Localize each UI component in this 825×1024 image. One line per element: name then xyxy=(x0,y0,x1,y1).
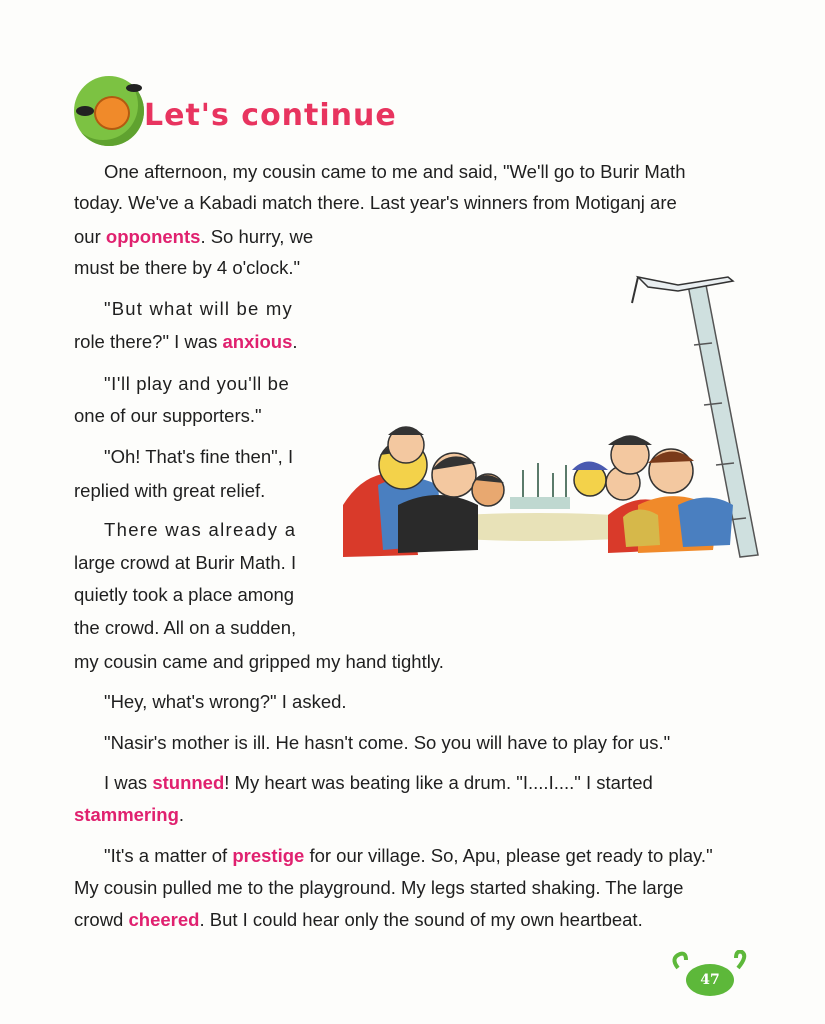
paragraph-line: quietly took a place among xyxy=(74,584,295,605)
crowd-illustration xyxy=(338,265,763,575)
distant-building xyxy=(510,497,570,509)
paragraph-line: stammering. xyxy=(74,804,185,825)
paragraph-line: One afternoon, my cousin came to me and said, "We'll go to Burir Math xyxy=(104,161,686,182)
vocab-word: opponents xyxy=(105,226,201,247)
section-header xyxy=(74,76,474,156)
paragraph-line: "It's a matter of prestige for our village. So, Apu, please get ready to play." xyxy=(104,845,713,866)
vocab-word: anxious xyxy=(222,331,293,352)
paragraph-line: my cousin came and gripped my hand tightly. xyxy=(74,651,444,672)
paragraph-line: today. We've a Kabadi match there. Last year's winners from Motiganj are xyxy=(74,192,677,213)
paragraph-line: the crowd. All on a sudden, xyxy=(74,617,297,638)
paragraph-line: one of our supporters." xyxy=(74,405,262,426)
paragraph-line: replied with great relief. xyxy=(74,480,266,501)
page-number: 47 xyxy=(686,964,734,996)
paragraph-line: "But what will be my xyxy=(104,298,293,319)
section-title: Let's continue xyxy=(144,98,397,133)
paragraph-line: large crowd at Burir Math. I xyxy=(74,552,297,573)
vocab-word: cheered xyxy=(128,909,200,930)
ant-ball-icon xyxy=(74,76,144,146)
paragraph-line: our opponents. So hurry, we xyxy=(74,226,314,247)
paragraph-line: role there?" I was anxious. xyxy=(74,331,298,352)
paragraph-line: "Nasir's mother is ill. He hasn't come. So you will have to play for us." xyxy=(104,732,671,753)
vocab-word: stunned xyxy=(152,772,225,793)
vocab-word: prestige xyxy=(232,845,305,866)
paragraph-line: "I'll play and you'll be xyxy=(104,373,290,394)
vocab-word: stammering xyxy=(74,804,179,825)
paragraph-line: There was already a xyxy=(104,519,297,540)
paragraph-line: "Hey, what's wrong?" I asked. xyxy=(104,691,347,712)
paragraph-line: "Oh! That's fine then", I xyxy=(104,446,294,467)
paragraph-line: crowd cheered. But I could hear only the sound of my own heartbeat. xyxy=(74,909,643,930)
paragraph-line: My cousin pulled me to the playground. My legs started shaking. The large xyxy=(74,877,684,898)
bird-on-pole xyxy=(632,277,733,303)
paragraph-line: must be there by 4 o'clock." xyxy=(74,257,301,278)
paragraph-line: I was stunned! My heart was beating like a drum. "I....I...." I started xyxy=(104,772,653,793)
